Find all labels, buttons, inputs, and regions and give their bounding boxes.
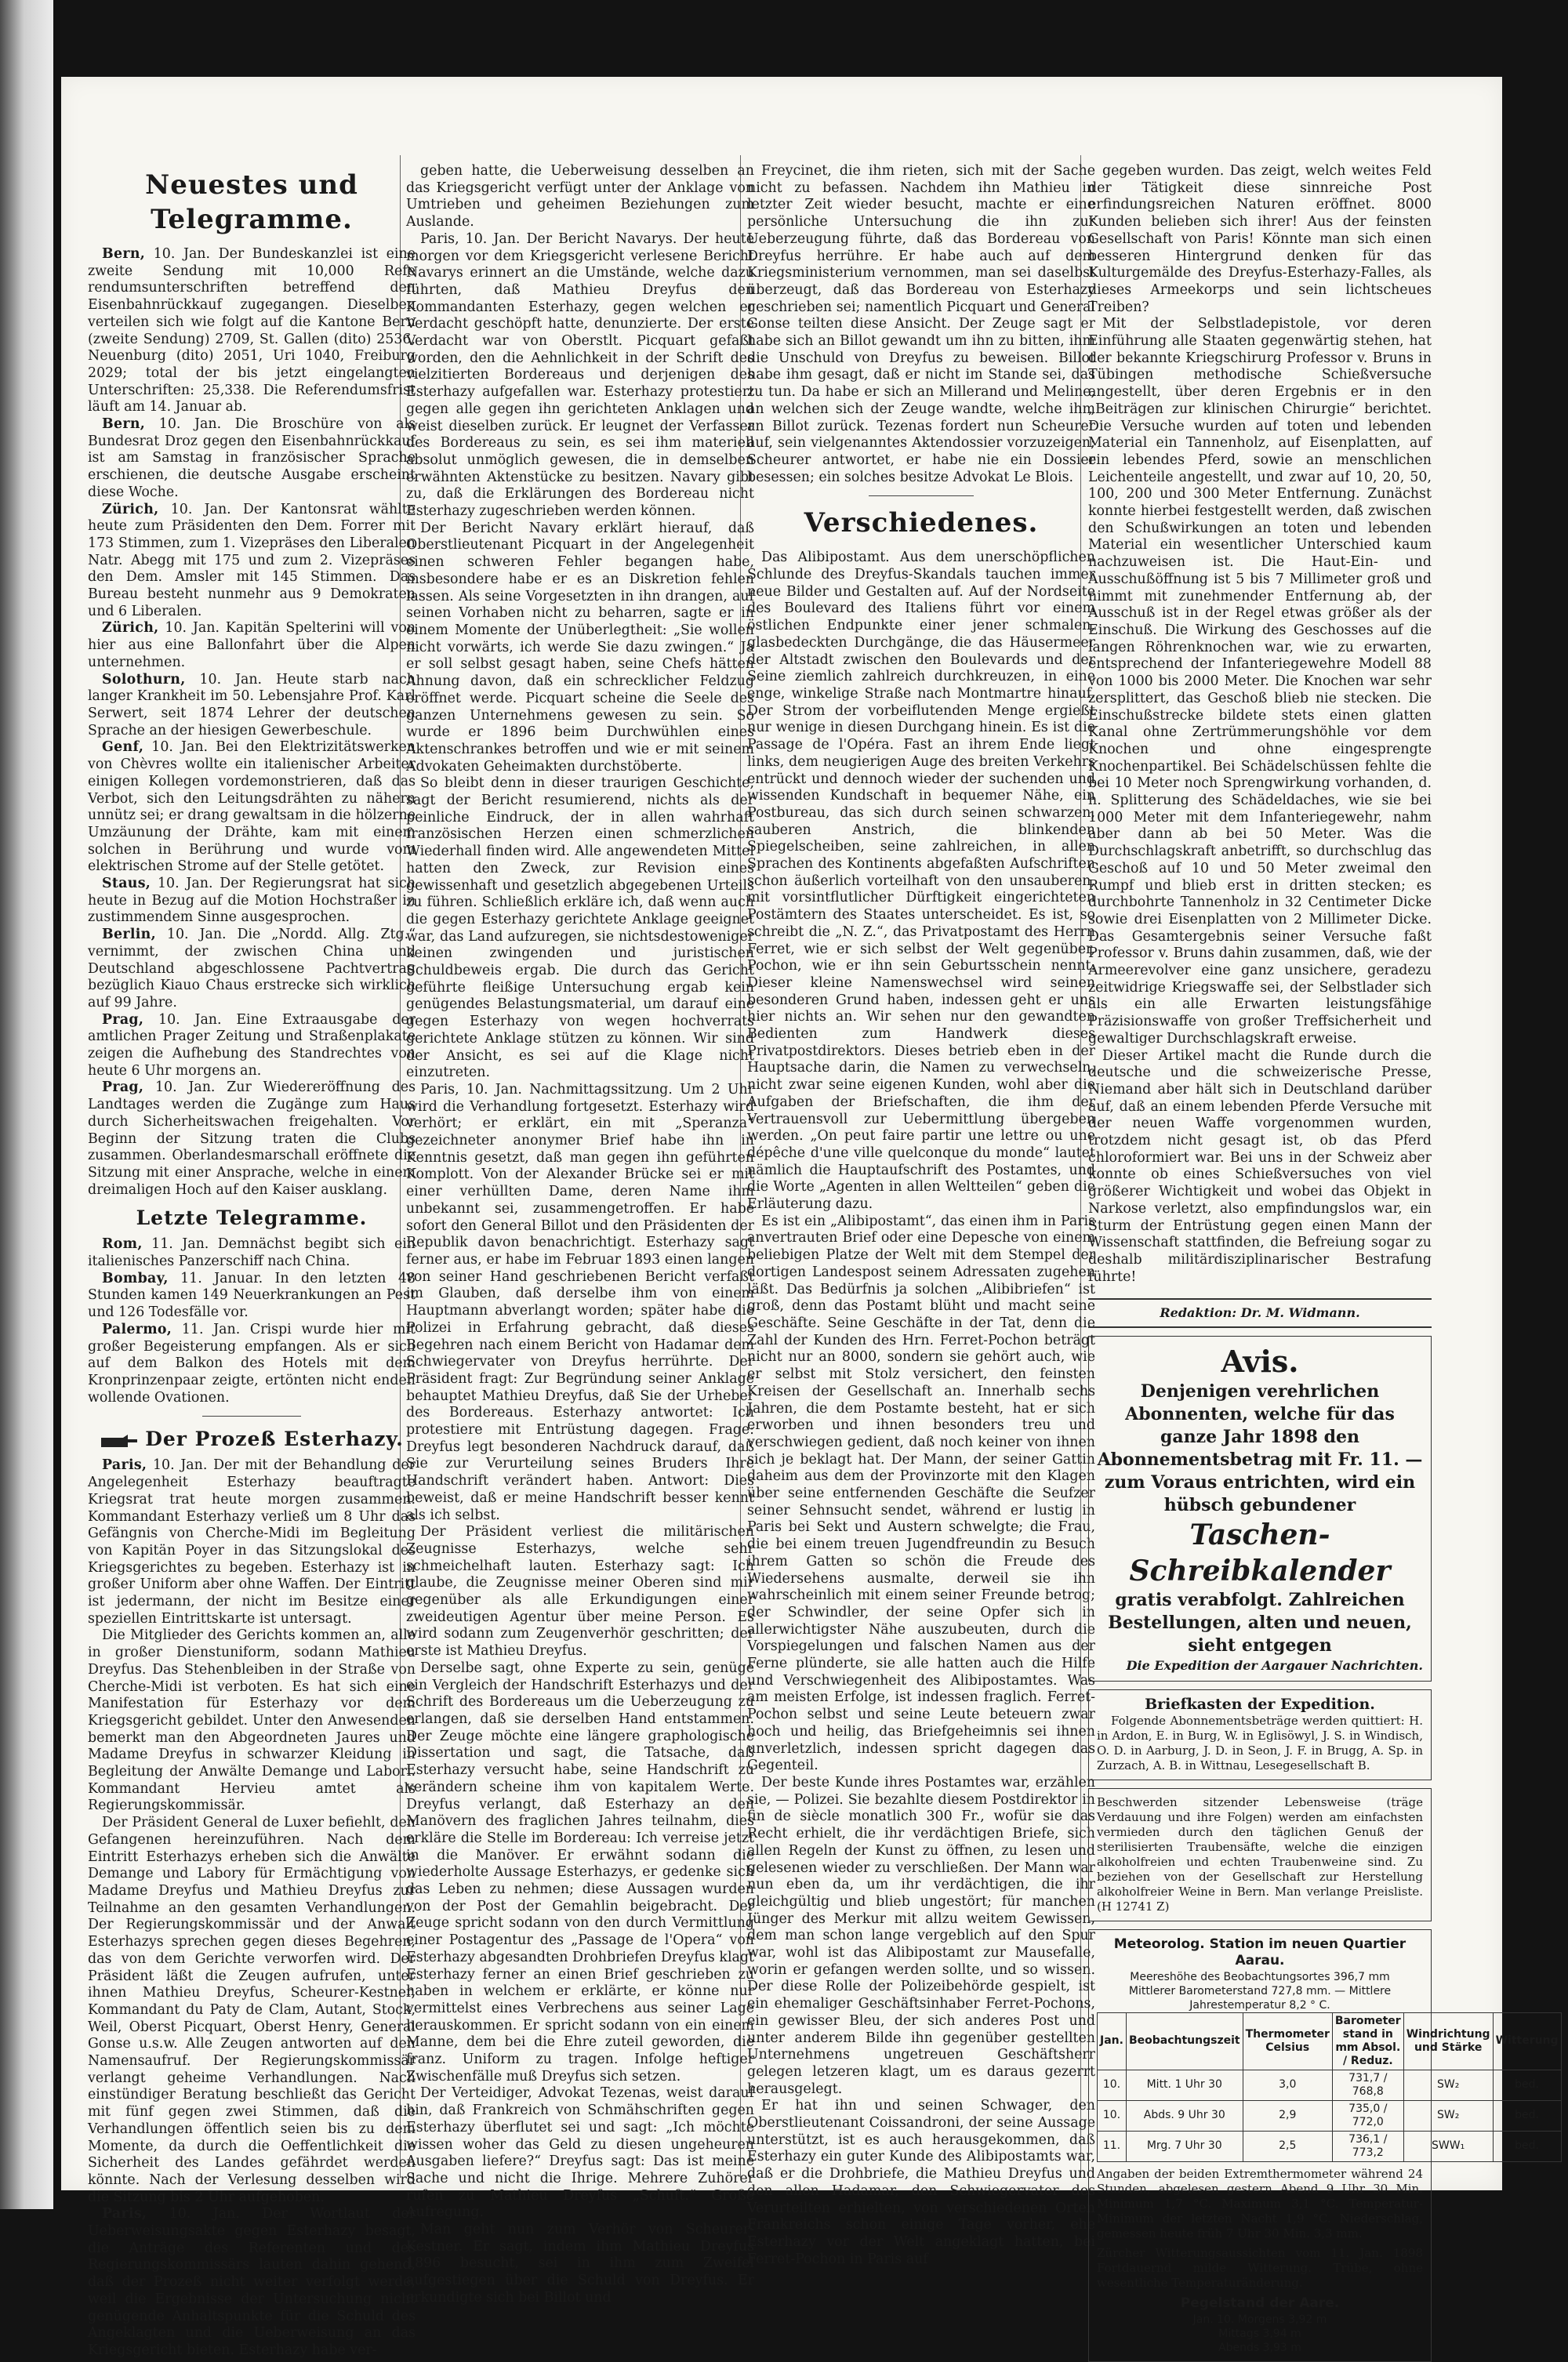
section-heading-prozess (88, 1426, 416, 1453)
avis-line1: Denjenigen verehrlichen Abonnenten, welche für das ganze Jahr 1898 den Abonnementsbetrag mit Fr. 11. — zum Voraus entrichten, wird ein hübsch gebundener (1097, 1381, 1423, 1516)
entry-dateline: Genf, (102, 739, 144, 756)
meteo-line1: Meereshöhe des Beobachtungsortes 396,7 mm (1130, 1970, 1390, 1983)
meteo-cell: 10. (1098, 2070, 1127, 2100)
meteo-row (1098, 2070, 1562, 2100)
entry-text: Die Mitglieder des Gerichts kommen an, alle in großer Dienstuniform, sodann Mathieu Dreyfus. Das Stehenbleiben in der Straße von Cherche-Midi ist verboten. Es hat sich eine Manifestation für Esterhazy vor dem Kriegsgericht gebildet. Unter den Anwesenden bemerkt man den Abgeordneten Jaures und Madame Dreyfus in schwarzer Kleidung in Begleitung der Anwälte Demange und Labori. Kommandant Hervieu amtet als Regierungskommissär. (88, 1627, 416, 1814)
avis-notice (1088, 1336, 1432, 1682)
newspaper-page (61, 77, 1559, 2358)
meteo-cell: bed. (1493, 2070, 1561, 2100)
column-2 (406, 163, 754, 2306)
entry-dateline: Paris, (102, 2206, 147, 2222)
news-entry (88, 502, 416, 621)
news-entry (88, 620, 416, 671)
news-entry (88, 1271, 416, 1322)
article-paragraph: Derselbe sagt, ohne Experte zu sein, genüge ein Vergleich der Handschrift Esterhazys und der Schrift des Bordereaus um die Ueberzeugung zu erlangen, daß sie derselben Hand entstammen. Der Zeuge möchte eine längere graphologische Dissertation und sagt, die Tatsache, daß Esterhazy versucht habe, seine Handschrift zu verändern scheine ihm von kapitalem Werte. Dreyfus verlangt, daß Esterhazy an den Manövern des fraglichen Jahres teilnahm, dies erkläre die Stelle im Bordereau: Ich verreise jetzt in die Manöver. Er erwähnt sodann die wiederholte Aussage Esterhazys, er gedenke sich das Leben zu nehmen; diese Aussagen wurden von der Post der Gemahlin beigebracht. Der Zeuge spricht sodann von den durch Vermittlung einer Postagentur des „Passage de l'Opera“ von Esterhazy abgesandten Drohbriefen Dreyfus klagt Esterhazy ferner an einen Brief geschrieben zu haben in welchem er erklärte, er könne nur vermittelst eines Verbrechens aus seiner Lage herauskommen. Er spricht sodann von ein einem Manne, dem bei die Ehre zuteil geworden, die franz. Uniform zu tragen. Infolge heftiger Zwischenfälle muß Dreyfus sich setzen. (406, 1660, 754, 2084)
news-entry (88, 876, 416, 927)
article-paragraph: Das Alibipostamt. Aus dem unerschöpflichen Schlunde des Dreyfus-Skandals tauchen immer neue Bilder und Gestalten auf. Auf der Nordseite des Boulevard des Italiens führt vor einem östlichen Endpunkte einer jener schmalen, glasbedeckten Durchgänge, die das Häusermeer der Altstadt zwischen den Boulevards und der Seine ziemlich zahlreich durchkreuzen, in eine enge, winkelige Straße nach Montmartre hinauf. Der Strom der vorbeiflutenden Menge ergießt nur wenige in diesen Durchgang hinein. Es ist die Passage de l'Opéra. Fast an ihrem Ende liegt links, dem neugierigen Auge des breiten Verkehrs entrückt und dennoch wieder der suchenden und wissenden Kundschaft in bequemer Nähe, ein Postbureau, das sich durch seinen schwarzen, sauberen Anstrich, die blinkenden Spiegelscheiben, seine zahlreichen, in allen Sprachen des Kontinents abgefaßten Aufschriften schon äußerlich vorteilhaft von den unsauberen, mit vorsintflutlicher Dürftigkeit eingerichteten Postämtern des Staates unterscheidet. Es ist, so schreibt die „N. Z.“, das Privatpostamt des Herrn Ferret, wie er sich selbst der Welt gegenüber, Pochon, wie er ihn sein Geburtsschein nennt. Dieser kleine Namenswechsel wird seinen besonderen Grund haben, indessen geht er uns hier nichts an. Wir sehen nur den gewandten Bedienten zum Handwerk dieses Privatpostdirektors. Dieses betrieb eben in der Hauptsache darin, die Namen zu verwechseln, nicht zwar seine eigenen Kunden, wohl aber die Aufgaben der Briefschaften, die ihm der Vertrauensvoll zur Uebermittlung übergeben werden. „On peut faire partir une lettre ou une dépêche d'une ville quelconque du monde“ lautet nämlich die Hauptaufschrift des Postamtes, und die Worte „Agenten in allen Weltteilen“ geben die Erläuterung dazu. (747, 550, 1095, 1213)
entry-dateline: Rom, (102, 1236, 143, 1253)
adjacent-page-edge (0, 0, 53, 2209)
column-4 (1088, 163, 1559, 2354)
meteo-place: Aarau. (1235, 1953, 1285, 1969)
news-entry (88, 1322, 416, 1407)
news-entry (88, 672, 416, 740)
meteo-cell: 3,0 (1243, 2070, 1332, 2100)
pointing-hand-icon (100, 1433, 139, 1449)
pegel-title: Pegelstand der Aare. (1180, 2295, 1340, 2311)
meteo-row (1098, 2100, 1562, 2131)
news-entry (88, 927, 416, 1012)
column-1 (88, 163, 416, 2358)
prozess-articles (88, 1457, 416, 2359)
meteo-cell: 736,1 / 773,2 (1332, 2131, 1403, 2161)
article-paragraph: So bleibt denn in dieser traurigen Geschichte, sagt der Bericht resumierend, nichts als der peinliche Eindruck, der in allen wahrhaft französischen Herzen einen schmerzlichen Wiederhall finden wird. Alle angewendeten Mittel hatten den Zweck, zur Revision eines gewissenhaft und gesetzlich abgegebenen Urteils zu führen. Schließlich erkläre ich, daß wenn auch die gegen Esterhazy gerichtete Anklage geeignet war, das Land aufzuregen, sie nichtsdestoweniger keinen zwingenden und juristischen Schuldbeweis ergab. Die durch das Gericht geführte fleißige Untersuchung ergab kein genügendes Belastungsmaterial, um darauf eine gegen Esterhazy von wegen hochverrats gerichtete Anklage stützen zu können. Wir sind der Ansicht, es sei auf die Klage nicht einzutreten. (406, 775, 754, 1081)
divider (869, 495, 973, 496)
entry-dateline: Zürich, (102, 501, 159, 517)
article-paragraph: gegeben wurden. Das zeigt, welch weites Feld der Tätigkeit diese sinnreiche Post erfindungsreichen Naturen eröffnet. 8000 Kunden belieben sich ihrer! Aus der feinsten Gesellschaft von Paris! Könnte man sich einen besseren Hintergrund denken für das Kulturgemälde des Dreyfus-Esterhazy-Falles, als dieses Armeekorps und sein lichtscheues Treiben? (1088, 163, 1432, 315)
avis-calendar: Taschen-Schreibkalender (1129, 1518, 1391, 1588)
entry-text: 11. Jan. Demnächst begibt sich ein italienisches Panzerschiff nach China. (88, 1236, 416, 1270)
meteo-line2: Mittlerer Barometerstand 727,8 mm. — Mittlere Jahrestemperatur 8,2 ° C. (1128, 1984, 1392, 2012)
entry-dateline: Prag, (102, 1079, 144, 1096)
article-paragraph: Man geht nun zum Verhör von Scheurer-Kestner. Er sagt, indem ihm Mathieu Dreyfus 1896 besucht, sei in ihm zum Zweifel aufgestiegen über die Schuld von Dreyfus. Er erkundigte sich bei Billot und (406, 2222, 754, 2306)
section-heading-verschiedenes: Verschiedenes. (804, 507, 1039, 539)
meteo-extremes: Angaben der beiden Extremthermometer während 24 Stunden, abgelesen gestern Abend 9 Uhr 30 Min. Minimum 1,7 °C. Maximum 3,1 °C. Temperatur-Minimum der letzten Nacht 1,9 °C. Niederschlag, gemessen heute früh 7 Uhr 30 Min. 3,3 mm. (1097, 2166, 1423, 2240)
article-paragraph: Freycinet, die ihm rieten, sich mit der Sache nicht zu befassen. Nachdem ihn Mathieu in letzter Zeit wieder besucht, machte er eine persönliche Untersuchung die ihn zur Ueberzeugung führte, daß das Bordereau von Dreyfus herrühre. Er habe auch auf dem Kriegsministerium vernommen, man sei daselbst überzeugt, daß das Bordereau von Esterhazy geschrieben sei; namentlich Picquart und General Gonse teilten diese Ansicht. Der Zeuge sagt er habe sich an Billot gewandt um ihn zu bitten, ihm die Unschuld von Dreyfus zu beweisen. Billot habe ihm gesagt, daß er nicht im Stande sei, das zu tun. Da habe er sich an Millerand und Meline, an welchen sich der Zeuge wandte, welche ihm an Billot zurück. Tezenas fordert nun Scheurer auf, sein vielgenanntes Aktendossier vorzuzeigen; Scheurer antwortet, er habe nie ein Dossier besessen; ein solches besitze Advokat Le Blois. (747, 163, 1095, 485)
article-paragraph: Er hat ihn und seinen Schwager, den Oberstlieutenant Coissandroni, der seine Aussage unterstützt, ist es auch herausgekommen, daß Esterhazy ein guter Kunde des Alibipostamts war, daß er die Drohbriefe, die Mathieu Dreyfus und den allen Hadamar, den Schwiegervater des Verurteilten erhielten, von verschiedenen Orten Frankreichs schon einige Tage vorher, ehe Esterhazy vor der Welt angeklagt hatten, bei Ferret-Pochon in Paris auf (747, 2098, 1095, 2267)
entry-text: 11. Januar. In den letzten 48 Stunden kamen 149 Neuerkrankungen an Pest und 126 Todesfälle vor. (88, 1270, 416, 1321)
editor-credit: Redaktion: Dr. M. Widmann. (1088, 1298, 1432, 1328)
divider (202, 1416, 300, 1417)
entry-text: 10. Jan. Der Kantonsrat wählte heute zum Präsidenten den Dem. Forrer mit 173 Stimmen, zum 1. Vizepräses den Liberalen Natr. Abegg mit 175 und zum 2. Vizepräses den Dem. Amsler mit 145 Stimmen. Das Bureau besteht nunmehr aus 9 Demokraten und 6 Liberalen. (88, 501, 416, 619)
article-paragraph: Der Präsident verliest die militärischen Zeugnisse Esterhazys, welche sehr schmeichelhaft lauten. Esterhazy sagt: Ich glaube, die Zeugnisse meiner Oberen sind mir gegenüber als alle Erkundigungen einer zweideutigen Agentur über meine Person. Es wird sodann zum Zeugenverhör geschritten; der erste ist Mathieu Dreyfus. (406, 1524, 754, 1660)
entry-dateline: Bombay, (102, 1270, 169, 1286)
meteo-cell: bed. (1493, 2131, 1561, 2161)
entry-text: 10. Jan. Heute starb nach langer Krankheit im 50. Lebensjahre Prof. Karl Serwert, seit 1874 Lehrer der deutschen Sprache an der hiesigen Gewerbeschule. (88, 671, 416, 738)
entry-dateline: Palermo, (102, 1321, 172, 1337)
telegram-list (88, 246, 416, 1199)
entry-text: 10. Jan. Der Regierungsrat hat sich heute in Bezug auf die Motion Hochstraßer in zustimmendem Sinne ausgesprochen. (88, 876, 416, 926)
meteo-header-row (1098, 2012, 1562, 2070)
news-entry (88, 739, 416, 876)
meteo-header-cell: Barometer stand in mm Absol. / Reduz. (1332, 2012, 1403, 2070)
briefkasten-title: Briefkasten der Expedition. (1145, 1695, 1375, 1713)
meteo-header-cell: Witterung (1493, 2012, 1561, 2070)
pegel-list (1097, 2313, 1423, 2355)
entry-dateline: Solothurn, (102, 671, 186, 688)
entry-dateline: Staus, (102, 876, 151, 892)
article-paragraph: Der Verteidiger, Advokat Tezenas, weist darauf hin, daß Frankreich von Schmähschriften gegen Esterhazy überflutet sei und sagt: „Ich möchte wissen woher das Geld zu diesen ungeheuren Ausgaben liefere?“ Dreyfus sagt: Das ist meine Sache und nicht die Ihrige. Mehrere Zuhörer rufen zu Mathieu Dreyfus „Schuft.“ Große Aufregung. (406, 2085, 754, 2221)
article-paragraph: Der Bericht Navary erklärt hierauf, daß Oberstlieutenant Picquart in der Angelegenheit einen schweren Fehler begangen habe, insbesondere habe er es an Diskretion fehlen lassen. Als seine Vorgesetzten in ihn drangen, auf seinen Vorhaben nicht zu beharren, sagte er in einem Momente der Unüberlegtheit: „Sie wollen nicht vorwärts, ich werde Sie dazu zwingen.“ Ja er soll selbst gesagt haben, seine Chefs hätten Ahnung davon, daß ein schrecklicher Feldzug eröffnet werde. Picquart scheine die Seele des ganzen Unternehmens gewesen zu sein. So wurde er 1896 beim Durchwühlen eines Aktenschrankes betroffen und wie er mit seinem Advokaten Geheimakten durchstöberte. (406, 520, 754, 775)
meteo-title: Meteorolog. Station im neuen Quartier (1113, 1936, 1406, 1952)
entry-text: 10. Jan. Die „Nordd. Allg. Ztg.“ vernimmt, der zwischen China und Deutschland abgeschlossene Pachtvertrag bezüglich Kiauo Chaus erstrecke sich wirklich auf 99 Jahre. (88, 927, 416, 1010)
news-entry (88, 1457, 416, 1627)
entry-dateline: Bern, (102, 416, 146, 433)
beschwerden-ad: Beschwerden sitzender Lebensweise (träge Verdauung und ihre Folgen) werden am einfachsten vermieden durch den täglichen Genuß der sterilisierten Traubensäfte, welche die einzigen alkoholfreien und echten Traubenweine sind. Zu beziehen von der Gesellschaft zur Herstellung alkoholfreier Weine in Bern. Man verlange Preisliste. (H 12741 Z) (1088, 1788, 1432, 1921)
meteo-cell: 2,9 (1243, 2100, 1332, 2131)
entry-text: 10. Jan. Die Broschüre von als Bundesrat Droz gegen den Eisenbahnrückkauf ist am Samstag in französischer Sprache erschienen, die deutsche Ausgabe erscheint diese Woche. (88, 416, 416, 500)
entry-text: Der Präsident General de Luxer befiehlt, den Gefangenen hereinzuführen. Nach dem Eintritt Esterhazys erheben sich die Anwälte Demange und Labory für Ermächtigung von Madame Dreyfus und Mathieu Dreyfus zur Teilnahme an den gesamten Verhandlungen. Der Regierungskommissär und der Anwalt Esterhazys sprechen gegen dieses Begehren, das von dem Gerichte verworfen wird. Der Präsident läßt die Zeugen aufrufen, unter ihnen Mathieu Dreyfus, Scheurer-Kestner, Kommandant du Paty de Clam, Autant, Stock, Weil, Oberst Picquart, Oberst Henry, General Gonse u.s.w. Alle Zeugen antworten auf den Namensaufruf. Der Regierungskommissär verlangt geheime Verhandlungen. Nach einstündiger Beratung beschließt das Gericht mit fünf gegen zwei Stimmen, daß die Verhandlungen öffentlich seien bis zu dem Momente, da durch die Oeffentlichkeit die Sicherheit des Landes gefährdet werden könnte. Nach der Verlesung desselben wird die Sitzung bis 2 Uhr aufgehoben. (88, 1815, 416, 2205)
meteo-cell: Mrg. 7 Uhr 30 (1126, 2131, 1243, 2161)
meteo-zurich: Zürcher Witterungsaussichten vom 11. Jan. 1898 Fortdauernd milde Witterung. Trübe, ohne wesentliche Temperaturänderung. (1097, 2245, 1423, 2290)
entry-dateline: Zürich, (102, 620, 159, 637)
meteo-cell: SW₂ (1403, 2070, 1493, 2100)
article-paragraph: Es ist ein „Alibipostamt“, das einen ihm in Paris anvertrauten Brief oder eine Depesche von einem beliebigen Platze der Welt mit dem Stempel der dortigen Landespost seinem Adressaten zugehen läßt. Das Bedürfnis ja solchen „Alibibriefen“ ist groß, denn das Postamt blüht und macht seine Geschäfte. Seine Geschäfte in der Tat, denn die Zahl der Kunden des Hrn. Ferret-Pochon beträgt nicht nur an 8000, sondern sie gehört auch, wie er selbst mit Stolz versichert, den feinsten Kreisen der Gesellschaft an. Innerhalb sechs Jahren, die dem Postamte besteht, hat er sich erworben und ihnen besonders treu und verschwiegen gedient, daß noch keiner von ihnen sich je beklagt hat. Der Mann, der seiner Gattin daheim aus dem der Provinzorte mit den Klagen über seine entfernenden Geschäfte die Seufzer seiner Sehnsucht sendet, während er lustig in Paris bei Sekt und Austern schwelgte; die Frau, die bei einem treuen Jugendfreundin zu Besuch ihrem Gatten so schön die Freude des Wiedersehens ausmalte, derweil sie ihn wahrscheinlich mit einem seiner Freunde betrog; der Schwindler, der seine Opfer sich in allerwichtigster Nähe auszubeuten, durch die Vorspiegelungen und falschen Namen aus der Ferne plünderte, sie alle hatten auch die Hilfe und Verschwiegenheit des Alibipostamtes. Was am meisten Erfolge, ist indessen fraglich. Ferret-Pochon selbst und seine Leute beteuern zwar hoch und heilig, das Briefgeheimnis sei ihnen unverletzlich, indessen spricht dagegen das Gegenteil. (747, 1213, 1095, 1774)
entry-text: 11. Jan. Crispi wurde hier mit großer Begeisterung empfangen. Als er sich auf dem Balkon des Hotels mit dem Kronprinzenpaar zeigte, ertönten nicht enden wollende Ovationen. (88, 1321, 416, 1406)
briefkasten-text: Folgende Abonnementsbeträge werden quittiert: H. in Ardon, E. in Burg, W. in Eglisöwyl, J. S. in Windisch, O. D. in Aarburg, J. D. in Seon, J. F. in Brugg, A. Sp. in Zurzach, A. B. in Wittnau, Lesegesellschaft B. (1097, 1713, 1423, 1772)
meteo-body (1098, 2070, 1562, 2161)
pegel-reading: Abends 3,93 m (1218, 2341, 1301, 2354)
verschiedenes-continuation (1088, 163, 1432, 1286)
article-paragraph: Paris, 10. Jan. Nachmittagssitzung. Um 2 Uhr wird die Verhandlung fortgesetzt. Esterhazy wird verhört; er erklärt, ein mit „Speranza“ gezeichneter anonymer Brief habe ihn in Kenntnis gesetzt, daß man gegen ihn geführten Komplott. Von der Alexander Brücke sei er mit einer verhüllten Dame, deren Name ihm unbekannt sei, zusammengetroffen. Er habe sofort den General Billot und den Präsidenten der Republik davon benachrichtigt. Esterhazy sagt ferner aus, er habe im Februar 1893 einen langen von seiner Hand geschriebenen Bericht verfaßt im Glauben, daß derselbe ihm von einem Hauptmann abverlangt worden; später habe die Polizei in Erfahrung gebracht, daß dieses Begehren nach einem Bericht von Hadamar dem Schwiegervater von Dreyfus herrührte. Der Präsident fragt: Zur Begründung seiner Anklage behauptet Mathieu Dreyfus, daß Sie der Urheber des Bordereaus. Esterhazy antwortet: Ich protestiere mit Entrüstung dagegen. Frage: Dreyfus legt besonderen Nachdruck darauf, daß Sie zur Verurteilung seines Bruders Ihre Handschrift verändert haben. Antwort: Dies beweist, daß er meine Handschrift besser kennt als ich selbst. (406, 1081, 754, 1523)
news-entry (88, 1079, 416, 1199)
last-telegram-list (88, 1236, 416, 1406)
meteo-cell: SW₂ (1403, 2100, 1493, 2131)
entry-dateline: Prag, (102, 1011, 144, 1028)
prozess-continuation (406, 163, 754, 2307)
news-entry (88, 246, 416, 416)
meteo-cell: 11. (1098, 2131, 1127, 2161)
meteo-cell: Abds. 9 Uhr 30 (1126, 2100, 1243, 2131)
briefkasten-box (1088, 1689, 1432, 1780)
meteo-box (1088, 1929, 1559, 2362)
meteo-cell: 10. (1098, 2100, 1127, 2131)
entry-dateline: Berlin, (102, 927, 156, 943)
meteo-header-cell: Beobachtungszeit (1126, 2012, 1243, 2070)
prozess-continuation-2 (747, 163, 1095, 486)
meteo-cell: SWW₁ (1403, 2131, 1493, 2161)
meteo-header-cell: Jan. (1098, 2012, 1127, 2070)
entry-dateline: Paris, (102, 1457, 147, 1474)
article-paragraph: Der beste Kunde ihres Postamtes war, erzählen sie, — Polizei. Sie bezahlte diesem Postdirektor in fin de siècle monatlich 300 Fr., wofür sie das Recht erhielt, die ihr verdächtigen Briefe, sich allen Regeln der Kunst zu öffnen, zu lesen und gelesenen wieder zu verschließen. Der Mann war nun eben da, um ihr verdächtigen, die ihr gleichgültig und blieb ungestört; für manchen Jünger des Merkur mit allzu weitem Gewissen, dem man schon lange vergeblich auf den Spur war, wohl ist das Alibipostamt zur Mausefalle, worin er gefangen werden sollte, und so wissen. Der diese Rolle der Polizeibehörde gespielt, ist ein ehemaliger Geschäftsinhaber Ferret-Pochons, ein gewisser Bleu, der sich anderes Post und unter anderem Bilde ihn gegenüber gestellten Unternehmens ungetreuen Geschäftsherr gelegen letzeren klagt, um es daraus gezerrt herausgelegt. (747, 1774, 1095, 2097)
entry-text: 10. Jan. Der Bundeskanzlei ist eine zweite Sendung mit 10,000 Refe rendumsunterschriften betreffend den Eisenbahnrückkauf zugegangen. Dieselben verteilen sich wie folgt auf die Kantone Bern (zweite Sendung) 2709, St. Gallen (dito) 2536, Neuenburg (dito) 2051, Uri 1040, Freiburg 2029; total der bis jetzt eingelangten Unterschriften: 25,338. Die Referendumsfrist läuft am 14. Januar ab. (88, 246, 416, 415)
meteo-header-cell: Thermometer Celsius (1243, 2012, 1332, 2070)
entry-text: 10. Jan. Kapitän Spelterini will von hier aus eine Ballonfahrt über die Alpen unternehmen. (88, 620, 416, 670)
meteo-cell: 731,7 / 768,8 (1332, 2070, 1403, 2100)
avis-signature: Die Expedition der Aargauer Nachrichten. (1126, 1658, 1423, 1674)
entry-text: 10. Jan. Der mit der Behandlung der Angelegenheit Esterhazy beauftragte Kriegsrat trat heute morgen zusammen. Kommandant Esterhazy verließ um 8 Uhr das Gefängnis von Cherche-Midi im Begleitung von Kapitän Poyer in das Sitzungslokal des Kriegsgerichtes zu begeben. Esterhazy ist in großer Uniform aber ohne Waffen. Der Eintritt ist jedermann, der nicht im Besitze einer speziellen Eintrittskarte ist untersagt. (88, 1457, 416, 1627)
news-entry (88, 2206, 416, 2359)
pegel-reading: Mittags 3,94 m (1218, 2327, 1301, 2340)
section-heading-letzte: Letzte Telegramme. (136, 1206, 368, 1230)
news-entry (88, 1236, 416, 1270)
news-entry (88, 1012, 416, 1080)
prozess-heading-text: Der Prozeß Esterhazy. (145, 1428, 404, 1451)
article-paragraph: geben hatte, die Ueberweisung desselben an das Kriegsgericht verfügt unter der Anklage von Umtrieben und geheimen Beziehungen zum Auslande. (406, 163, 754, 230)
meteo-cell: 735,0 / 772,0 (1332, 2100, 1403, 2131)
news-entry (88, 1627, 416, 1815)
meteo-cell: bed. (1493, 2100, 1561, 2131)
meteo-header-cell: Windrichtung und Stärke (1403, 2012, 1493, 2070)
news-entry (88, 416, 416, 502)
meteo-row (1098, 2131, 1562, 2161)
meteo-cell: 2,5 (1243, 2131, 1332, 2161)
article-paragraph: Mit der Selbstladepistole, vor deren Einführung alle Staaten gegenwärtig stehen, hat der bekannte Kriegschirurg Professor v. Bruns in Tübingen methodische Schießversuche angestellt, über deren Ergebnis er in den „Beiträgen zur klinischen Chirurgie“ berichtet. Die Versuche wurden auf toten und lebenden Material ein Tannenholz, auf Eisenplatten, auf ein lebendes Pferd, sowie an menschlichen Leichenteile angestellt, und zwar auf 10, 20, 50, 100, 200 und 300 Meter Entfernung. Zunächst konnte hierbei festgestellt werden, daß zwischen den Schußwirkungen an toten und lebenden Material ein wesentlicher Unterschied kaum nachzuweisen ist. Die Haut-Ein- und Ausschußöffnung ist 5 bis 7 Millimeter groß und nimmt mit zunehmender Entfernung ab, der Ausschuß ist in der Regel etwas größer als der Einschuß. Die Wirkung des Geschosses auf die langen Röhrenknochen war, wie zu erwarten, entsprechend der Infanteriegewehre Modell 88 von 1000 bis 2000 Meter. Die Knochen war sehr zersplittert, das Geschoß blieb nie stecken. Die Einschußstrecke bildete stets einen glatten Kanal ohne Zertrümmerungshöhle vor dem Knochen und ohne eingesprengte Knochenpartikel. Bei Schädelschüssen fehlte die bei 10 Meter noch Sprengwirkung vorhanden, d. h. Splitterung des Schädeldaches, wie sie bei 1000 Meter mit dem Infanteriegewehr, nahm aber dann ab bei 50 Meter. Was die Durchschlagskraft anbetrifft, so durchschlug das Geschoß auf 10 und 50 Meter zweimal den Rumpf und blieb erst in dritten stecken; es durchbohrte Tannenholz in 32 Centimeter Dicke sowie drei Eisenplatten von 2 Millimeter Dicke. Das Gesamtergebnis seiner Versuche faßt Professor v. Bruns dahin zusammen, daß, wie der Armeerevolver eine ganz unsichere, geradezu zeitwidrige Kriegswaffe sei, der Selbstlader sich als ein alle Erwarten leistungsfähige Präzisionswaffe von großer Treffsicherheit und gewaltiger Durchschlagskraft erweise. (1088, 316, 1432, 1047)
article-paragraph: Paris, 10. Jan. Der Bericht Navarys. Der heute morgen vor dem Kriegsgericht verlesene Bericht Navarys erinnert an die Umstände, welche dazu führten, daß Mathieu Dreyfus den Kommandanten Esterhazy, gegen welchen er Verdacht geschöpft hatte, denunzierte. Der erste Verdacht war von Oberstlt. Picquart gefaßt worden, den die Aehnlichkeit in der Schrift des vielzitierten Bordereaus und derjenigen des Esterhazy aufgefallen war. Esterhazy protestiert gegen alle gegen ihn gerichteten Anklagen und weist dieselben zurück. Er leugnet der Verfasser des Bordereaus zu sein, es sei ihm materiell absolut unmöglich gewesen, die in demselben erwähnten Aktenstücke zu besitzen. Navary gibt zu, daß die Erklärungen des Bordereau nicht Esterhazy zugeschrieben werden können. (406, 230, 754, 520)
entry-text: 10. Jan. Zur Wiedereröffnung des Landtages werden die Zugänge zum Haus durch Sicherheitswachen freigehalten. Vor Beginn der Sitzung traten die Clubs zusammen. Oberlandesmarschall eröffnete die Sitzung mit einer Ansprache, welche in einem dreimaligen Hoch auf den Kaiser ausklang. (88, 1079, 416, 1198)
entry-text: 10. Jan. Der Wortlaut der Ueberweisungsakte gegen Esterhazy besagt, die Anträge des Referenten und des Regierungskommissärs lauten dahin gehend, daß der Prozeß nicht weiter verfolgt werde, weil die Ergebnisse der Untersuchung nicht genügende Anhaltspunkte für die Schuld des Angeklagten und die Ueberweisung an das Kriegsgericht bieten. Esterhazy habe ver- (88, 2206, 416, 2358)
entry-text: 10. Jan. Eine Extraausgabe der amtlichen Prager Zeitung und Straßenplakate zeigen die Aufhebung des Standrechtes von heute 6 Uhr morgens an. (88, 1011, 416, 1079)
pegel-reading: Jan. 10. Morgens 3,92 m (1192, 2313, 1327, 2326)
entry-dateline: Bern, (102, 246, 146, 262)
avis-line2: gratis verabfolgt. Zahlreichen Bestellungen, alten und neuen, sieht entgegen (1108, 1590, 1412, 1656)
news-entry (88, 1815, 416, 2206)
section-heading-telegramme: Neuestes und Telegramme. (145, 169, 358, 235)
verschiedenes-articles (747, 550, 1095, 2268)
entry-text: 10. Jan. Bei den Elektrizitätswerken von Chèvres wollte ein italienischer Arbeiter einigen Kollegen vordemonstrieren, daß das Verbot, sich den Leitungsdrähten zu nähern unnütz sei; er drang gewaltsam in die hölzerne Umzäunung der Drähte, kam mit einem solchen in Berührung und wurde vom elektrischen Strome auf der Stelle getötet. (88, 739, 416, 875)
article-paragraph: Dieser Artikel macht die Runde durch die deutsche und die schweizerische Presse, Niemand aber hält sich in Deutschland darüber auf, daß an einem lebenden Pferde Versuche mit der neuen Waffe vorgenommen wurden, trotzdem nicht gesagt ist, ob das Pferd chloroformiert war. Bei uns in der Schweiz aber konnte ob eines Schießversuches von viel größerer Wichtigkeit und wobei das Objekt in Narkose verletzt, also empfindungslos war, ein Sturm der Entrüstung gegen einen Mann der Wissenschaft stattfinden, die Befreiung sogar zu deshalb militärdisziplinarischer Bestrafung führte! (1088, 1047, 1432, 1285)
avis-title: Avis. (1221, 1344, 1299, 1380)
column-3 (747, 163, 1095, 2267)
meteo-table (1097, 2012, 1562, 2162)
meteo-cell: Mitt. 1 Uhr 30 (1126, 2070, 1243, 2100)
